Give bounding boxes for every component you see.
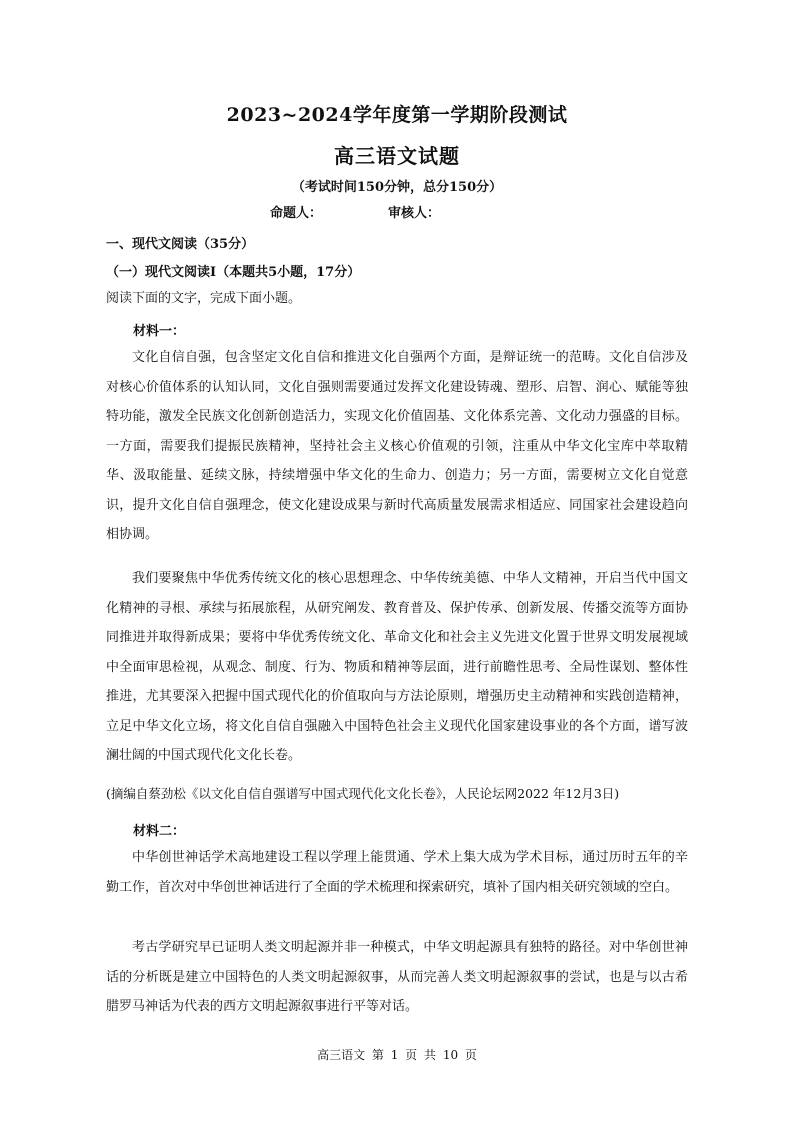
reading-instruction: 阅读下面的文字，完成下面小题。: [106, 291, 302, 306]
material-1-heading: 材料一：: [133, 324, 186, 339]
reviewer-label: 审核人：: [388, 206, 441, 221]
subsection-heading: （一）现代文阅读Ⅰ（本题共5小题，17分）: [106, 265, 361, 280]
material-1-paragraph-1: 文化自信自强，包含坚定文化自信和推进文化自强两个方面，是辩证统一的范畴。文化自信涉及对核心价值体系的认知认同，文化自强则需要通过发挥文化建设铸魂、塑形、启智、润心、赋能等独特功能，激发全民族文化创新创造活力，实现文化价值固基、文化体系完善、文化动力强盛的目标。一方面，需要我们提振民族精神，坚持社会主义核心价值观的引领，注重从中华文化宝库中萃取精华、汲取能量、延续文脉，持续增强中华文化的生命力、创造力；另一方面，需要树立文化自觉意识，提升文化自信自强理念，使文化建设成果与新时代高质量发展需求相适应、同国家社会建设趋向相协调。: [106, 350, 688, 542]
section-heading: 一、现代文阅读（35分）: [106, 237, 255, 252]
page-footer: [0, 1046, 794, 1063]
author-label: 命题人：: [270, 206, 323, 221]
exam-time-info: （考试时间150分钟，总分150分）: [291, 180, 503, 195]
footer-page-info: 第 1 页 共 10 页: [371, 1048, 477, 1062]
signers-line: [270, 202, 440, 221]
material-2-heading: 材料二：: [133, 824, 186, 839]
material-1-paragraph-2: 我们要聚焦中华优秀传统文化的核心思想理念、中华传统美德、中华人文精神，开启当代中国文化精神的寻根、承续与拓展旅程，从研究阐发、教育普及、保护传承、创新发展、传播交流等方面协同推进并取得新成果；要将中华优秀传统文化、革命文化和社会主义先进文化置于世界文明发展视域中全面审思检视，从观念、制度、行为、物质和精神等层面，进行前瞻性思考、全局性谋划、整体性推进，尤其要深入把握中国式现代化的价值取向与方法论原则，增强历史主动精神和实践创造精神，立足中华文化立场，将文化自信自强融入中国特色社会主义现代化国家建设事业的各个方面，谱写波澜壮阔的中国式现代化文化长卷。: [106, 571, 688, 763]
material-2-paragraph-2: 考古学研究早已证明人类文明起源并非一种模式，中华文明起源具有独特的路径。对中华创世神话的分析既是建立中国特色的人类文明起源叙事，从而完善人类文明起源叙事的尝试，也是与以古希腊罗马神话为代表的西方文明起源叙事进行平等对话。: [106, 940, 688, 1014]
footer-subject: 高三语文: [317, 1048, 366, 1062]
exam-subtitle: 高三语文试题: [334, 144, 460, 168]
exam-title: 2023~2024学年度第一学期阶段测试: [226, 104, 568, 126]
material-2-paragraph-1: 中华创世神话学术高地建设工程以学理上能贯通、学术上集大成为学术目标，通过历时五年的辛勤工作，首次对中华创世神话进行了全面的学术梳理和探索研究，填补了国内相关研究领域的空白。: [106, 850, 688, 895]
material-1-source: (摘编自蔡劲松《以文化自信自强谱写中国式现代化文化长卷》，人民论坛网2022 年12月3日): [106, 786, 620, 801]
